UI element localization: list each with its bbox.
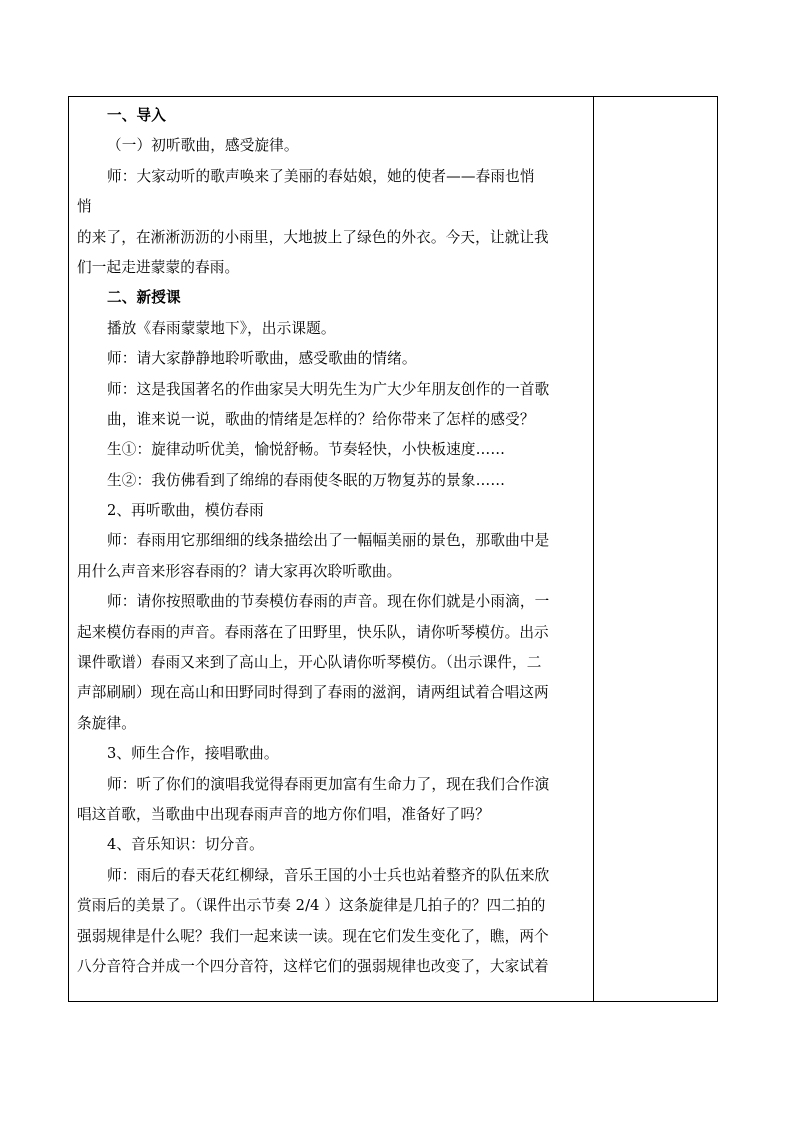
lesson-table — [68, 96, 718, 1002]
text-line: （一）初听歌曲，感受旋律。 — [107, 137, 299, 155]
text-line: 3、师生合作，接唱歌曲。 — [107, 745, 279, 763]
text-line: 生②：我仿佛看到了绵绵的春雨使冬眠的万物复苏的景象…… — [107, 471, 506, 489]
text-line: 八分音符合并成一个四分音符，这样它们的强弱规律也改变了，大家试着 — [77, 957, 549, 975]
text-line: 条旋律。 — [77, 714, 136, 732]
text-line: 唱这首歌，当歌曲中出现春雨声音的地方你们唱，准备好了吗？ — [77, 805, 490, 823]
text-line: 们一起走进蒙蒙的春雨。 — [77, 258, 240, 276]
text-line: 声部刷刷）现在高山和田野同时得到了春雨的滋润，请两组试着合唱这两 — [77, 684, 549, 702]
text-line: 4、音乐知识：切分音。 — [107, 836, 264, 854]
text-line: 用什么声音来形容春雨的？请大家再次聆听歌曲。 — [77, 562, 402, 580]
text-line: 师：春雨用它那细细的线条描绘出了一幅幅美丽的景色，那歌曲中是 — [107, 532, 550, 550]
text-line: 师：这是我国著名的作曲家吴大明先生为广大少年朋友创作的一首歌 — [107, 380, 550, 398]
text-line: 师：大家动听的歌声唤来了美丽的春姑娘，她的使者——春雨也悄 — [107, 167, 535, 185]
text-line: 强弱规律是什么呢？我们一起来读一读。现在它们发生变化了，瞧，两个 — [77, 927, 549, 945]
text-line: 起来模仿春雨的声音。春雨落在了田野里，快乐队，请你听琴模仿。出示 — [77, 623, 549, 641]
text-line: 师：请大家静静地聆听歌曲，感受歌曲的情绪。 — [107, 350, 417, 368]
text-line: 播放《春雨蒙蒙地下》，出示课题。 — [107, 319, 336, 337]
text-line: 曲，谁来说一说，歌曲的情绪是怎样的？给你带来了怎样的感受？ — [107, 410, 535, 428]
text-line: 师：请你按照歌曲的节奏模仿春雨的声音。现在你们就是小雨滴，一 — [107, 593, 550, 611]
text-line: 赏雨后的美景了。（课件出示节奏 2/4 ）这条旋律是几拍子的？四二拍的 — [77, 897, 546, 915]
text-line: 师：雨后的春天花红柳绿，音乐王国的小士兵也站着整齐的队伍来欣 — [107, 866, 550, 884]
text-line: 2、再听歌曲，模仿春雨 — [107, 502, 264, 520]
text-line: 课件歌谱）春雨又来到了高山上，开心队请你听琴模仿。（出示课件，二 — [77, 654, 542, 672]
column-divider — [593, 97, 594, 1001]
section-heading: 二、新授课 — [107, 289, 181, 307]
text-line: 生①：旋律动听优美，愉悦舒畅。节奏轻快，小快板速度…… — [107, 441, 506, 459]
text-line: 师：听了你们的演唱我觉得春雨更加富有生命力了，现在我们合作演 — [107, 775, 550, 793]
text-line: 悄 — [77, 198, 92, 216]
section-heading: 一、导入 — [107, 107, 166, 124]
lesson-content — [77, 101, 589, 982]
text-line: 的来了，在淅淅沥沥的小雨里，大地披上了绿色的外衣。今天，让就让我 — [77, 228, 549, 246]
